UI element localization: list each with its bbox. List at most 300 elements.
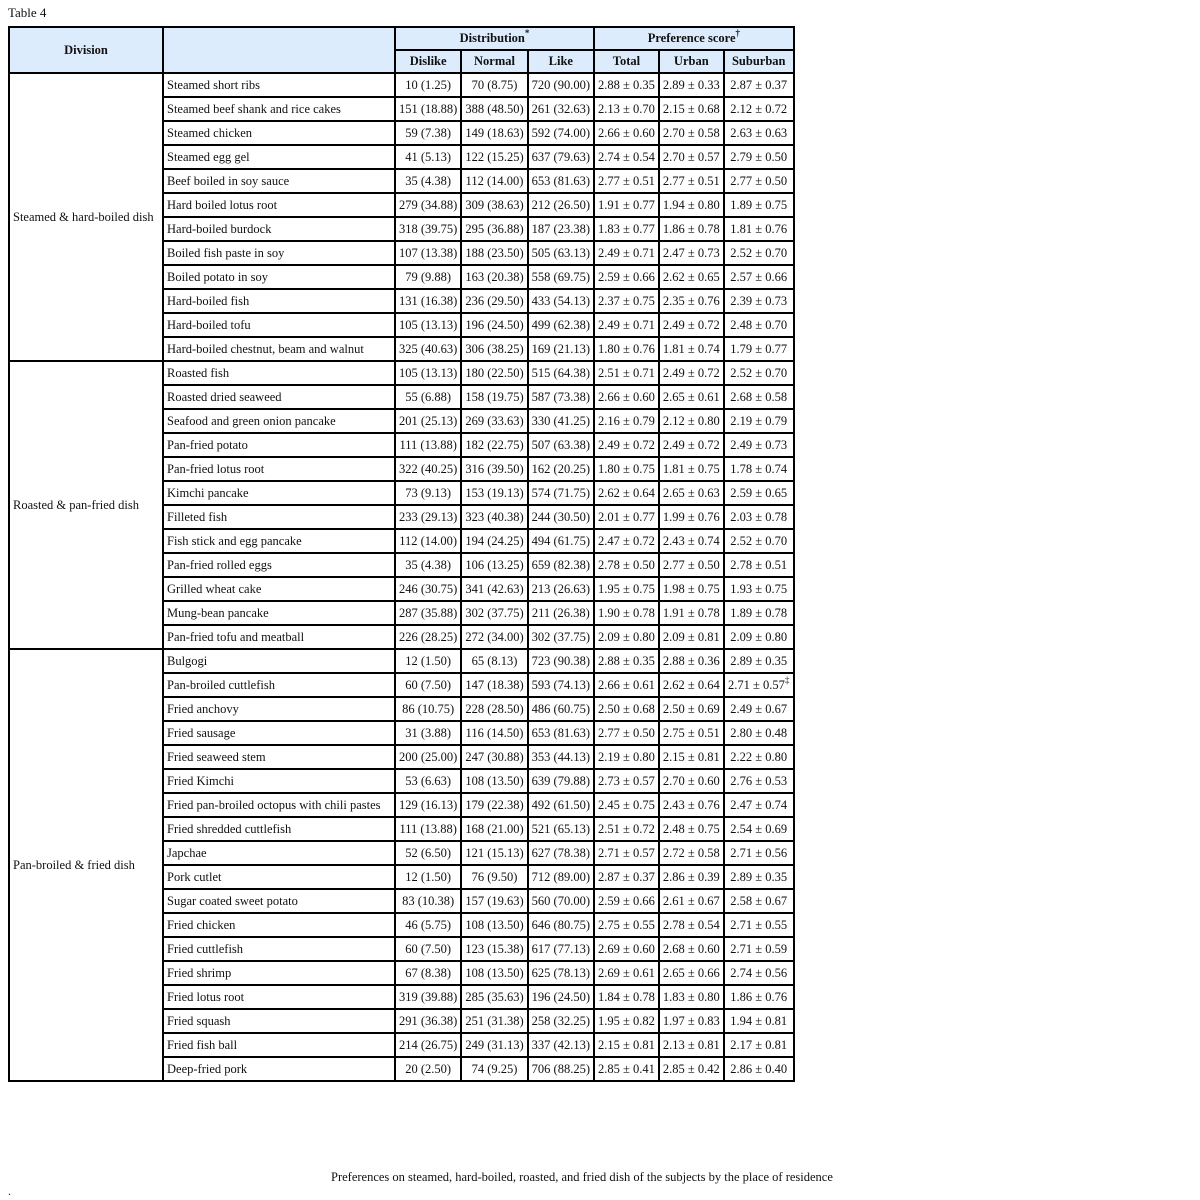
cell-total [594, 817, 659, 841]
cell-total [594, 241, 659, 265]
urban-value: 2.13 ± 0.81 [662, 1037, 720, 1052]
urban-value: 2.78 ± 0.54 [662, 917, 720, 932]
cell-normal [461, 433, 527, 457]
cell-dislike [395, 265, 461, 289]
cell-normal [461, 1009, 527, 1033]
cell-like [528, 769, 594, 793]
cell-urban [659, 1057, 724, 1081]
like-value: 494 (61.75) [531, 533, 590, 548]
cell-suburban [724, 361, 794, 385]
normal-value: 249 (31.13) [465, 1037, 524, 1052]
total-value: 2.09 ± 0.80 [597, 629, 655, 644]
total-value: 2.78 ± 0.50 [597, 557, 655, 572]
normal-value: 163 (20.38) [465, 269, 524, 284]
dish-name: Hard-boiled chestnut, beam and walnut [163, 337, 395, 361]
dislike-value: 35 (4.38) [405, 557, 452, 572]
like-value: 592 (74.00) [531, 125, 590, 140]
dislike-value: 200 (25.00) [399, 749, 458, 764]
cell-suburban [724, 769, 794, 793]
urban-value: 2.49 ± 0.72 [662, 437, 720, 452]
cell-like [528, 457, 594, 481]
urban-value: 2.12 ± 0.80 [662, 413, 720, 428]
total-value: 2.69 ± 0.60 [597, 941, 655, 956]
dish-name: Grilled wheat cake [163, 577, 395, 601]
cell-normal [461, 1057, 527, 1081]
cell-normal [461, 409, 527, 433]
cell-normal [461, 265, 527, 289]
dish-name: Kimchi pancake [163, 481, 395, 505]
urban-value: 2.88 ± 0.36 [662, 653, 720, 668]
dislike-value: 12 (1.50) [405, 869, 452, 884]
normal-value: 272 (34.00) [465, 629, 524, 644]
normal-value: 158 (19.75) [465, 389, 524, 404]
cell-normal [461, 601, 527, 625]
cell-like [528, 1033, 594, 1057]
cell-suburban [724, 937, 794, 961]
total-value: 1.95 ± 0.75 [597, 581, 655, 596]
like-value: 507 (63.38) [531, 437, 590, 452]
division-cell: Steamed & hard-boiled dish [9, 73, 163, 361]
cell-suburban [724, 913, 794, 937]
cell-dislike [395, 961, 461, 985]
normal-value: 388 (48.50) [465, 101, 524, 116]
urban-value: 2.65 ± 0.63 [662, 485, 720, 500]
cell-total [594, 865, 659, 889]
cell-normal [461, 145, 527, 169]
normal-value: 302 (37.75) [465, 605, 524, 620]
cell-normal [461, 985, 527, 1009]
cell-urban [659, 889, 724, 913]
urban-value: 2.15 ± 0.68 [662, 101, 720, 116]
total-value: 1.95 ± 0.82 [597, 1013, 655, 1028]
suburban-value: 2.57 ± 0.66 [730, 269, 788, 284]
dislike-value: 291 (36.38) [399, 1013, 458, 1028]
cell-total [594, 649, 659, 673]
cell-urban [659, 937, 724, 961]
cell-like [528, 961, 594, 985]
cell-dislike [395, 817, 461, 841]
urban-value: 1.86 ± 0.78 [662, 221, 720, 236]
header-normal: Normal [461, 50, 527, 73]
suburban-value: 2.59 ± 0.65 [730, 485, 788, 500]
header-division: Division [9, 27, 163, 73]
cell-like [528, 337, 594, 361]
cell-total [594, 97, 659, 121]
urban-value: 2.35 ± 0.76 [662, 293, 720, 308]
table-body [9, 73, 794, 1081]
cell-urban [659, 457, 724, 481]
total-value: 2.51 ± 0.72 [597, 821, 655, 836]
urban-value: 2.72 ± 0.58 [662, 845, 720, 860]
cell-suburban [724, 481, 794, 505]
cell-urban [659, 577, 724, 601]
cell-urban [659, 313, 724, 337]
preference-table [8, 26, 795, 1082]
total-value: 2.62 ± 0.64 [597, 485, 655, 500]
total-value: 2.85 ± 0.41 [597, 1061, 655, 1076]
cell-total [594, 937, 659, 961]
cell-like [528, 265, 594, 289]
total-value: 2.88 ± 0.35 [597, 653, 655, 668]
cell-suburban [724, 625, 794, 649]
cell-urban [659, 697, 724, 721]
cell-suburban [724, 145, 794, 169]
suburban-value: 2.89 ± 0.35 [730, 653, 788, 668]
urban-value: 1.98 ± 0.75 [662, 581, 720, 596]
suburban-value: 1.89 ± 0.75 [730, 197, 788, 212]
cell-normal [461, 313, 527, 337]
cell-dislike [395, 913, 461, 937]
like-value: 574 (71.75) [531, 485, 590, 500]
dislike-value: 60 (7.50) [405, 941, 452, 956]
dish-name: Fried cuttlefish [163, 937, 395, 961]
cell-normal [461, 241, 527, 265]
suburban-value: 2.19 ± 0.79 [730, 413, 788, 428]
dislike-value: 52 (6.50) [405, 845, 452, 860]
cell-dislike [395, 865, 461, 889]
suburban-value: 2.52 ± 0.70 [730, 365, 788, 380]
urban-value: 2.70 ± 0.57 [662, 149, 720, 164]
cell-total [594, 337, 659, 361]
suburban-value: 2.71 ± 0.59 [730, 941, 788, 956]
cell-normal [461, 697, 527, 721]
urban-value: 2.77 ± 0.50 [662, 557, 720, 572]
cell-suburban [724, 193, 794, 217]
urban-value: 1.99 ± 0.76 [662, 509, 720, 524]
cell-normal [461, 769, 527, 793]
cell-dislike [395, 409, 461, 433]
cell-like [528, 1057, 594, 1081]
cell-suburban [724, 865, 794, 889]
normal-value: 168 (21.00) [465, 821, 524, 836]
dish-name: Deep-fried pork [163, 1057, 395, 1081]
dislike-value: 233 (29.13) [399, 509, 458, 524]
cell-normal [461, 841, 527, 865]
cell-dislike [395, 625, 461, 649]
normal-value: 196 (24.50) [465, 317, 524, 332]
suburban-value: 2.63 ± 0.63 [730, 125, 788, 140]
like-value: 330 (41.25) [531, 413, 590, 428]
header-preference-score [594, 27, 794, 50]
like-value: 337 (42.13) [531, 1037, 590, 1052]
header-dish [163, 27, 395, 73]
cell-normal [461, 385, 527, 409]
normal-value: 149 (18.63) [465, 125, 524, 140]
like-value: 162 (20.25) [531, 461, 590, 476]
cell-suburban [724, 721, 794, 745]
suburban-value: 2.12 ± 0.72 [730, 101, 788, 116]
dislike-value: 83 (10.38) [402, 893, 455, 908]
cell-suburban [724, 817, 794, 841]
cell-dislike [395, 97, 461, 121]
normal-value: 188 (23.50) [465, 245, 524, 260]
cell-urban [659, 841, 724, 865]
cell-total [594, 265, 659, 289]
cell-suburban [724, 793, 794, 817]
like-value: 499 (62.38) [531, 317, 590, 332]
suburban-value: 2.78 ± 0.51 [730, 557, 788, 572]
dish-name: Steamed egg gel [163, 145, 395, 169]
normal-value: 306 (38.25) [465, 341, 524, 356]
cell-like [528, 289, 594, 313]
table-row [9, 73, 794, 97]
cell-total [594, 481, 659, 505]
urban-value: 2.75 ± 0.51 [662, 725, 720, 740]
cell-dislike [395, 457, 461, 481]
cell-like [528, 985, 594, 1009]
division-cell: Roasted & pan-fried dish [9, 361, 163, 649]
cell-urban [659, 673, 724, 697]
dish-name: Fish stick and egg pancake [163, 529, 395, 553]
cell-normal [461, 673, 527, 697]
cell-suburban [724, 97, 794, 121]
cell-suburban [724, 241, 794, 265]
urban-value: 2.65 ± 0.61 [662, 389, 720, 404]
total-value: 2.19 ± 0.80 [597, 749, 655, 764]
table-row [9, 649, 794, 673]
dish-name: Mung-bean pancake [163, 601, 395, 625]
normal-value: 316 (39.50) [465, 461, 524, 476]
total-value: 1.83 ± 0.77 [597, 221, 655, 236]
dislike-value: 41 (5.13) [405, 149, 452, 164]
total-value: 2.66 ± 0.60 [597, 125, 655, 140]
dish-name: Pan-broiled cuttlefish [163, 673, 395, 697]
cell-urban [659, 961, 724, 985]
cell-like [528, 121, 594, 145]
dish-name: Steamed short ribs [163, 73, 395, 97]
cell-urban [659, 121, 724, 145]
cell-total [594, 721, 659, 745]
header-total: Total [594, 50, 659, 73]
dish-name: Roasted fish [163, 361, 395, 385]
dislike-value: 67 (8.38) [405, 965, 452, 980]
cell-dislike [395, 649, 461, 673]
header-urban: Urban [659, 50, 724, 73]
dish-name: Pan-fried rolled eggs [163, 553, 395, 577]
header-preference-label: Preference score [647, 31, 736, 45]
suburban-value: 1.79 ± 0.77 [730, 341, 788, 356]
cell-normal [461, 193, 527, 217]
total-value: 2.73 ± 0.57 [597, 773, 655, 788]
trailing-mark: . [8, 1184, 11, 1198]
cell-total [594, 769, 659, 793]
cell-total [594, 121, 659, 145]
dish-name: Fried shrimp [163, 961, 395, 985]
urban-value: 2.47 ± 0.73 [662, 245, 720, 260]
cell-dislike [395, 145, 461, 169]
header-like: Like [528, 50, 594, 73]
dish-name: Pork cutlet [163, 865, 395, 889]
significance-footnote-mark: ‡ [784, 674, 790, 685]
urban-value: 1.81 ± 0.75 [662, 461, 720, 476]
normal-value: 108 (13.50) [465, 965, 524, 980]
cell-total [594, 73, 659, 97]
normal-value: 76 (9.50) [471, 869, 518, 884]
normal-value: 269 (33.63) [465, 413, 524, 428]
cell-urban [659, 625, 724, 649]
cell-total [594, 697, 659, 721]
normal-value: 341 (42.63) [465, 581, 524, 596]
cell-normal [461, 937, 527, 961]
cell-normal [461, 817, 527, 841]
cell-dislike [395, 217, 461, 241]
like-value: 492 (61.50) [531, 797, 590, 812]
dislike-value: 31 (3.88) [405, 725, 452, 740]
cell-suburban [724, 745, 794, 769]
dish-name: Sugar coated sweet potato [163, 889, 395, 913]
dislike-value: 318 (39.75) [399, 221, 458, 236]
cell-urban [659, 985, 724, 1009]
like-value: 706 (88.25) [531, 1061, 590, 1076]
header-dislike: Dislike [395, 50, 461, 73]
cell-total [594, 529, 659, 553]
like-value: 617 (77.13) [531, 941, 590, 956]
dislike-value: 214 (26.75) [399, 1037, 458, 1052]
dislike-value: 246 (30.75) [399, 581, 458, 596]
cell-total [594, 145, 659, 169]
dislike-value: 201 (25.13) [399, 413, 458, 428]
cell-urban [659, 1033, 724, 1057]
cell-dislike [395, 1033, 461, 1057]
suburban-value: 1.94 ± 0.81 [730, 1013, 788, 1028]
cell-total [594, 361, 659, 385]
cell-urban [659, 553, 724, 577]
suburban-value: 2.77 ± 0.50 [730, 173, 788, 188]
like-value: 302 (37.75) [531, 629, 590, 644]
dislike-value: 53 (6.63) [405, 773, 452, 788]
dish-name: Steamed chicken [163, 121, 395, 145]
cell-like [528, 313, 594, 337]
cell-normal [461, 361, 527, 385]
cell-dislike [395, 577, 461, 601]
preference-footnote-mark: † [735, 28, 740, 38]
cell-dislike [395, 937, 461, 961]
cell-total [594, 169, 659, 193]
like-value: 593 (74.13) [531, 677, 590, 692]
dislike-value: 105 (13.13) [399, 365, 458, 380]
suburban-value: 2.47 ± 0.74 [730, 797, 788, 812]
cell-dislike [395, 289, 461, 313]
cell-suburban [724, 601, 794, 625]
dislike-value: 319 (39.88) [399, 989, 458, 1004]
total-value: 2.15 ± 0.81 [597, 1037, 655, 1052]
cell-total [594, 1057, 659, 1081]
cell-total [594, 889, 659, 913]
cell-urban [659, 721, 724, 745]
cell-total [594, 577, 659, 601]
cell-like [528, 793, 594, 817]
dish-name: Pan-fried lotus root [163, 457, 395, 481]
like-value: 625 (78.13) [531, 965, 590, 980]
header-distribution-label: Distribution [459, 31, 525, 45]
cell-dislike [395, 505, 461, 529]
total-value: 2.50 ± 0.68 [597, 701, 655, 716]
cell-urban [659, 745, 724, 769]
cell-total [594, 505, 659, 529]
dislike-value: 12 (1.50) [405, 653, 452, 668]
like-value: 505 (63.13) [531, 245, 590, 260]
normal-value: 157 (19.63) [465, 893, 524, 908]
dish-name: Fried fish ball [163, 1033, 395, 1057]
suburban-value: 1.86 ± 0.76 [730, 989, 788, 1004]
cell-normal [461, 1033, 527, 1057]
cell-normal [461, 529, 527, 553]
cell-normal [461, 97, 527, 121]
table-label: Table 4 [8, 5, 47, 20]
cell-normal [461, 121, 527, 145]
cell-urban [659, 265, 724, 289]
cell-dislike [395, 673, 461, 697]
cell-like [528, 601, 594, 625]
dislike-value: 111 (13.88) [399, 437, 457, 452]
normal-value: 180 (22.50) [465, 365, 524, 380]
normal-value: 121 (15.13) [465, 845, 524, 860]
cell-normal [461, 457, 527, 481]
cell-like [528, 937, 594, 961]
cell-urban [659, 505, 724, 529]
cell-urban [659, 1009, 724, 1033]
cell-suburban [724, 1009, 794, 1033]
dislike-value: 325 (40.63) [399, 341, 458, 356]
cell-normal [461, 553, 527, 577]
cell-normal [461, 169, 527, 193]
urban-value: 2.85 ± 0.42 [662, 1061, 720, 1076]
normal-value: 74 (9.25) [471, 1061, 518, 1076]
total-value: 1.91 ± 0.77 [597, 197, 655, 212]
normal-value: 108 (13.50) [465, 773, 524, 788]
cell-normal [461, 793, 527, 817]
cell-suburban [724, 841, 794, 865]
total-value: 2.66 ± 0.60 [597, 389, 655, 404]
total-value: 2.51 ± 0.71 [597, 365, 655, 380]
suburban-value: 2.52 ± 0.70 [730, 245, 788, 260]
cell-normal [461, 721, 527, 745]
urban-value: 1.83 ± 0.80 [662, 989, 720, 1004]
cell-dislike [395, 169, 461, 193]
normal-value: 236 (29.50) [465, 293, 524, 308]
dislike-value: 20 (2.50) [405, 1061, 452, 1076]
header-distribution [395, 27, 594, 50]
cell-suburban [724, 433, 794, 457]
total-value: 2.88 ± 0.35 [597, 77, 655, 92]
urban-value: 2.77 ± 0.51 [662, 173, 720, 188]
cell-like [528, 1009, 594, 1033]
total-value: 2.47 ± 0.72 [597, 533, 655, 548]
like-value: 723 (90.38) [531, 653, 590, 668]
cell-dislike [395, 841, 461, 865]
cell-like [528, 193, 594, 217]
urban-value: 2.70 ± 0.60 [662, 773, 720, 788]
cell-suburban [724, 385, 794, 409]
cell-urban [659, 793, 724, 817]
suburban-value: 2.68 ± 0.58 [730, 389, 788, 404]
cell-suburban [724, 961, 794, 985]
cell-total [594, 601, 659, 625]
cell-total [594, 289, 659, 313]
cell-urban [659, 769, 724, 793]
cell-total [594, 1033, 659, 1057]
like-value: 653 (81.63) [531, 725, 590, 740]
cell-like [528, 841, 594, 865]
cell-like [528, 913, 594, 937]
dish-name: Japchae [163, 841, 395, 865]
cell-total [594, 961, 659, 985]
total-value: 2.49 ± 0.72 [597, 437, 655, 452]
dislike-value: 131 (16.38) [399, 293, 458, 308]
normal-value: 70 (8.75) [471, 77, 518, 92]
cell-normal [461, 649, 527, 673]
cell-total [594, 217, 659, 241]
